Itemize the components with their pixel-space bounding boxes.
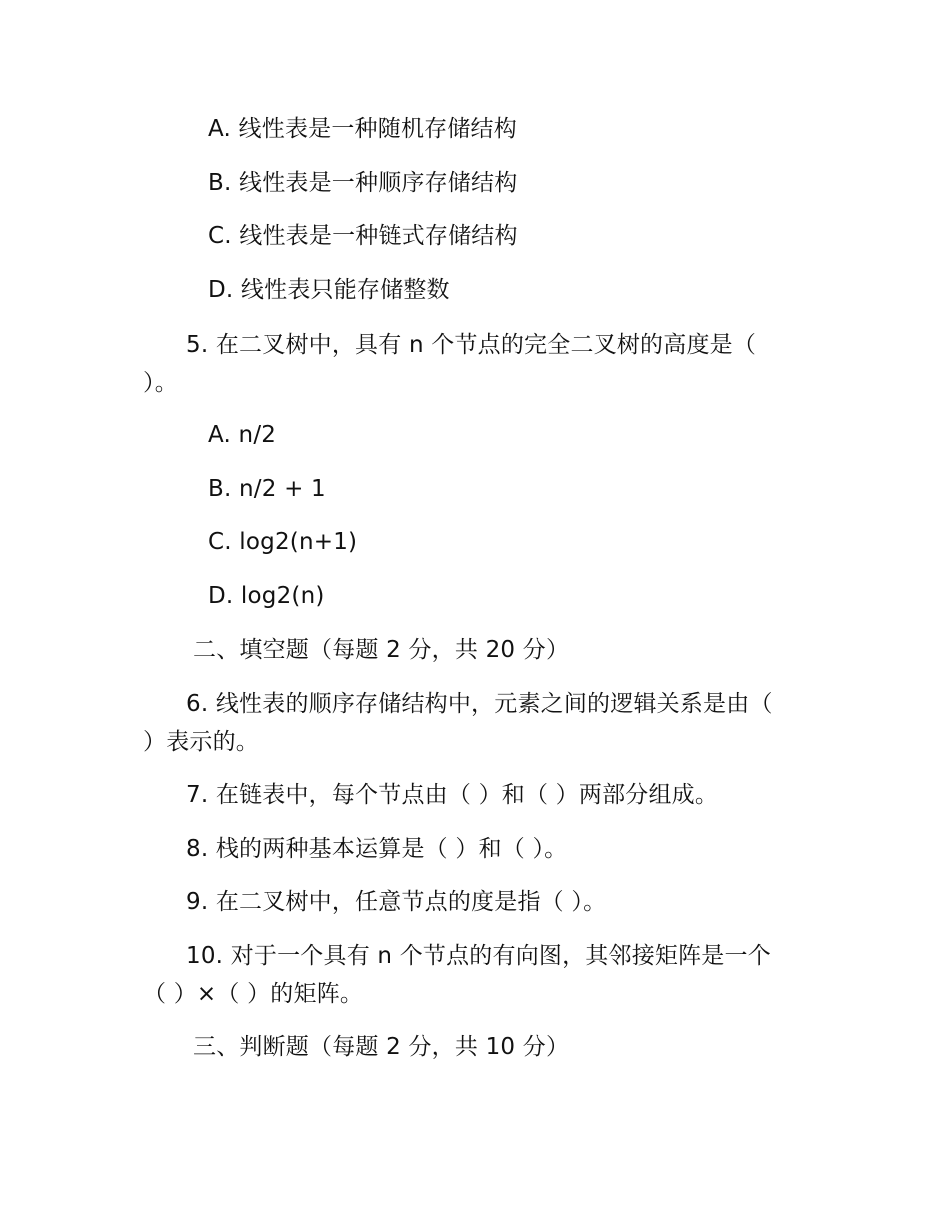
- q5-stem-line2: ）。: [143, 370, 178, 396]
- q5-stem-line1: 5. 在二叉树中，具有 n 个节点的完全二叉树的高度是（: [186, 332, 757, 358]
- q4-option-b: B. 线性表是一种顺序存储结构: [208, 170, 518, 196]
- q5-option-d: D. log2(n): [208, 583, 325, 609]
- q4-option-c: C. 线性表是一种链式存储结构: [208, 223, 518, 249]
- section-3-title: 三、判断题（每题 2 分，共 10 分）: [193, 1034, 570, 1060]
- q8-stem: 8. 栈的两种基本运算是（ ）和（ ）。: [186, 836, 568, 862]
- q5-option-c: C. log2(n+1): [208, 529, 358, 555]
- q4-option-d: D. 线性表只能存储整数: [208, 277, 450, 303]
- q6-stem-line1: 6. 线性表的顺序存储结构中，元素之间的逻辑关系是由（: [186, 691, 773, 717]
- q10-stem-line2: （ ）×（ ）的矩阵。: [143, 981, 364, 1007]
- q6-stem-line2: ）表示的。: [143, 729, 259, 755]
- q5-option-b: B. n/2 + 1: [208, 476, 326, 502]
- q10-stem-line1: 10. 对于一个具有 n 个节点的有向图，其邻接矩阵是一个: [186, 943, 771, 969]
- q5-option-a: A. n/2: [208, 422, 277, 448]
- q4-option-a: A. 线性表是一种随机存储结构: [208, 116, 517, 142]
- q9-stem: 9. 在二叉树中，任意节点的度是指（ ）。: [186, 889, 607, 915]
- q7-stem: 7. 在链表中，每个节点由（ ）和（ ）两部分组成。: [186, 782, 719, 808]
- section-2-title: 二、填空题（每题 2 分，共 20 分）: [193, 637, 570, 663]
